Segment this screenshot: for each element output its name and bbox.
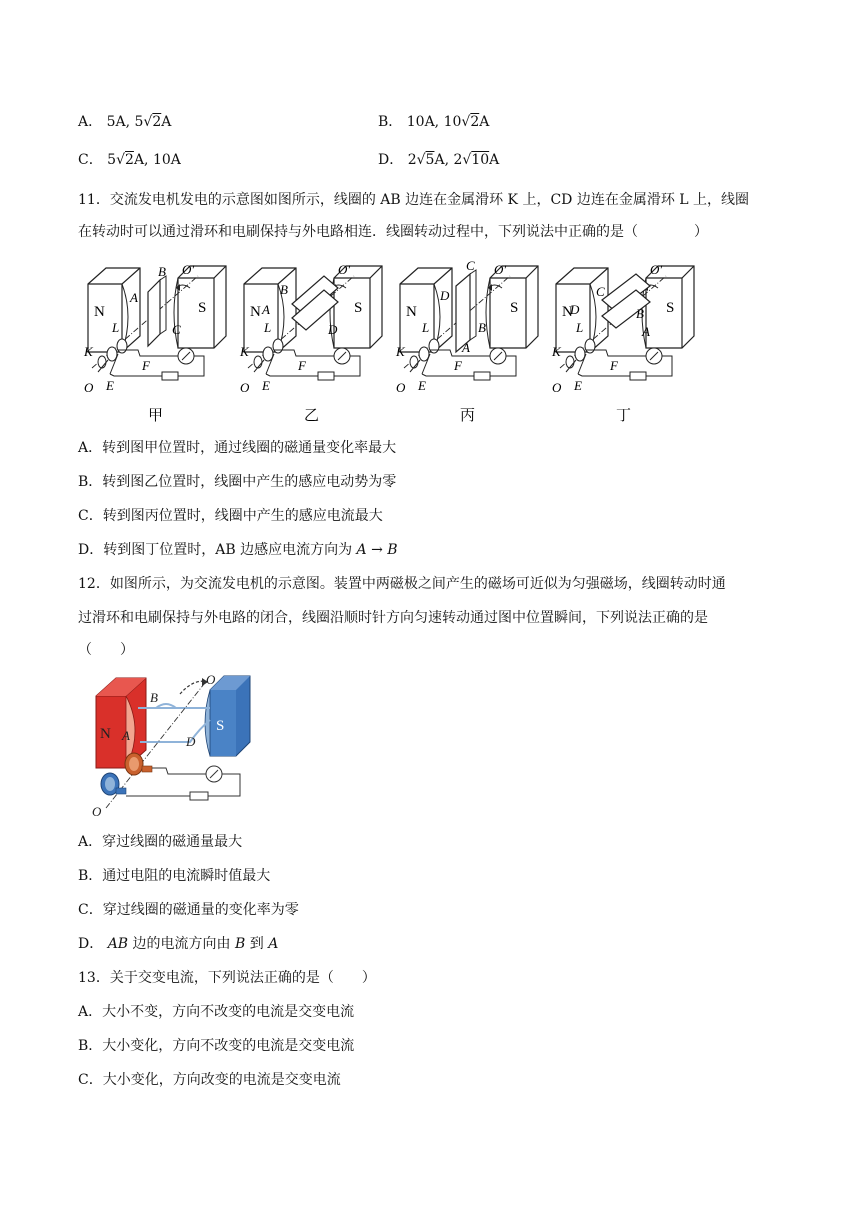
label-mid: A <box>130 290 138 305</box>
q11-option-b: B．转到图乙位置时，线圈中产生的感应电动势为零 <box>78 474 397 490</box>
label-top: C <box>466 258 475 273</box>
option-label: C． <box>78 152 103 168</box>
q11-option-d <box>78 540 398 560</box>
radicand: 2 <box>152 114 162 130</box>
current-direction: A → B <box>356 542 398 558</box>
unit: A <box>489 152 500 168</box>
coefficient: 10 <box>443 114 462 130</box>
q12-option-a: A．穿过线圈的磁通量最大 <box>78 834 243 850</box>
label-s: S <box>216 718 225 734</box>
q12-generator-figure <box>86 668 266 820</box>
q11-stem-line1: 11．交流发电机发电的示意图如图所示，线圈的 AB 边连在金属滑环 K 上，CD 边连在金属滑环 L 上，线圈 <box>78 192 750 208</box>
label-o-prime: O′ <box>338 262 351 277</box>
panel-ding <box>551 262 694 395</box>
label-a: A <box>122 728 130 743</box>
q12-option-c: C．穿过线圈的磁通量的变化率为零 <box>78 902 299 918</box>
to-point: A <box>268 936 279 952</box>
edge-name: AB <box>107 936 129 952</box>
label-s: S <box>510 300 519 316</box>
label-l: L <box>264 320 272 335</box>
q13-option-c: C．大小变化，方向改变的电流是交变电流 <box>78 1072 341 1088</box>
q11-stem-line2: 在转动时可以通过滑环和电刷保持与外电路相连．线圈转动过程中，下列说法中正确的是（ ） <box>78 224 708 240</box>
label-d: D <box>186 734 196 749</box>
label-low: C <box>172 322 181 337</box>
coefficient: 5 <box>134 114 144 130</box>
label-low2: A <box>462 340 470 355</box>
q12-stem-line2: 过滑环和电刷保持与外电路的闭合，线圈沿顺时针方向匀速转动通过图中位置瞬间，下列说法正确的是 <box>78 610 708 626</box>
radicand: 10 <box>471 152 490 168</box>
label-mid: A <box>262 302 270 317</box>
value: 10A, <box>406 114 440 130</box>
coefficient: 2 <box>453 152 463 168</box>
label-o-top: O <box>206 672 216 687</box>
label-e: E <box>106 378 114 393</box>
q12-stem-line3: （ ） <box>78 642 134 658</box>
q11-option-c: C．转到图丙位置时，线圈中产生的感应电流最大 <box>78 508 383 524</box>
label-e: E <box>262 378 270 393</box>
option-label: D． <box>378 152 404 168</box>
q13-option-a: A．大小不变，方向不改变的电流是交变电流 <box>78 1004 355 1020</box>
panel-jia <box>83 262 226 395</box>
label-f: F <box>454 358 462 373</box>
q11-option-a: A．转到图甲位置时，通过线圈的磁通量变化率最大 <box>78 440 397 456</box>
radicand: 2 <box>125 152 134 168</box>
label-k: K <box>240 344 249 359</box>
label-o: O <box>84 380 94 395</box>
unit: A <box>479 114 490 130</box>
value: 10A <box>152 152 181 168</box>
label-top: C <box>596 284 605 299</box>
label-mid: D <box>570 302 580 317</box>
label-k: K <box>552 344 561 359</box>
label-o: O <box>92 804 102 819</box>
label-o-prime: O′ <box>650 262 663 277</box>
label-top: B <box>280 282 288 297</box>
label-k: K <box>84 344 93 359</box>
option-label: D． <box>78 936 104 952</box>
label-l: L <box>576 320 584 335</box>
label-f: F <box>610 358 618 373</box>
label-n: N <box>94 304 105 320</box>
label-o-prime: O′ <box>182 262 195 277</box>
option-label: A． <box>78 114 103 130</box>
option-label: B． <box>378 114 403 130</box>
caption-jia: 甲 <box>148 408 164 424</box>
caption-yi: 乙 <box>304 408 320 424</box>
label-low: D <box>328 322 338 337</box>
label-top: B <box>158 264 166 279</box>
label-b: B <box>150 690 158 705</box>
label-e: E <box>418 378 426 393</box>
q12-option-b: B．通过电阻的电流瞬时值最大 <box>78 868 271 884</box>
q11-generator-figure <box>78 256 708 428</box>
label-n: N <box>100 726 111 742</box>
label-o: O <box>552 380 562 395</box>
label-n: N <box>562 304 573 320</box>
label-low2: A <box>642 324 650 339</box>
caption-bing: 丙 <box>460 408 476 424</box>
label-s: S <box>198 300 207 316</box>
caption-ding: 丁 <box>616 408 632 424</box>
label-s: S <box>666 300 675 316</box>
radicand: 2 <box>470 114 480 130</box>
label-l: L <box>112 320 120 335</box>
label-f: F <box>142 358 150 373</box>
q10-option-c: C． 5√2A, 10A <box>78 152 181 168</box>
label-low: B <box>478 320 486 335</box>
label-s: S <box>354 300 363 316</box>
q13-stem: 13．关于交变电流，下列说法正确的是（ ） <box>78 970 376 986</box>
q12-option-d <box>78 934 278 954</box>
panel-yi <box>239 262 382 395</box>
label-l: L <box>422 320 430 335</box>
label-k: K <box>396 344 405 359</box>
unit: A <box>161 114 172 130</box>
q10-option-b: B． 10A, 10√2A <box>378 114 490 130</box>
option-text: D．转到图丁位置时，AB 边感应电流方向为 <box>78 542 353 558</box>
option-text: 边的电流方向由 <box>132 936 231 952</box>
radicand: 5 <box>425 152 435 168</box>
label-o: O <box>240 380 250 395</box>
label-o: O <box>396 380 406 395</box>
panel-bing <box>395 258 538 395</box>
q10-option-d: D． 2√5A, 2√10A <box>378 152 500 168</box>
label-e: E <box>574 378 582 393</box>
coefficient: 5 <box>107 152 117 168</box>
label-low: B <box>636 306 644 321</box>
q12-stem-line1: 12．如图所示，为交流发电机的示意图。装置中两磁极之间产生的磁场可近似为匀强磁场，线圈转动时通 <box>78 576 726 592</box>
label-n: N <box>250 304 261 320</box>
unit: A, <box>133 152 149 168</box>
label-mid: D <box>440 288 450 303</box>
option-text: 到 <box>249 936 264 952</box>
q10-option-a: A． 5A, 5√2A <box>78 114 172 130</box>
value: 5A, <box>106 114 131 130</box>
coefficient: 2 <box>407 152 417 168</box>
unit: A, <box>434 152 450 168</box>
label-n: N <box>406 304 417 320</box>
from-point: B <box>235 936 246 952</box>
q13-option-b: B．大小变化，方向不改变的电流是交变电流 <box>78 1038 355 1054</box>
label-f: F <box>298 358 306 373</box>
label-o-prime: O′ <box>494 262 507 277</box>
